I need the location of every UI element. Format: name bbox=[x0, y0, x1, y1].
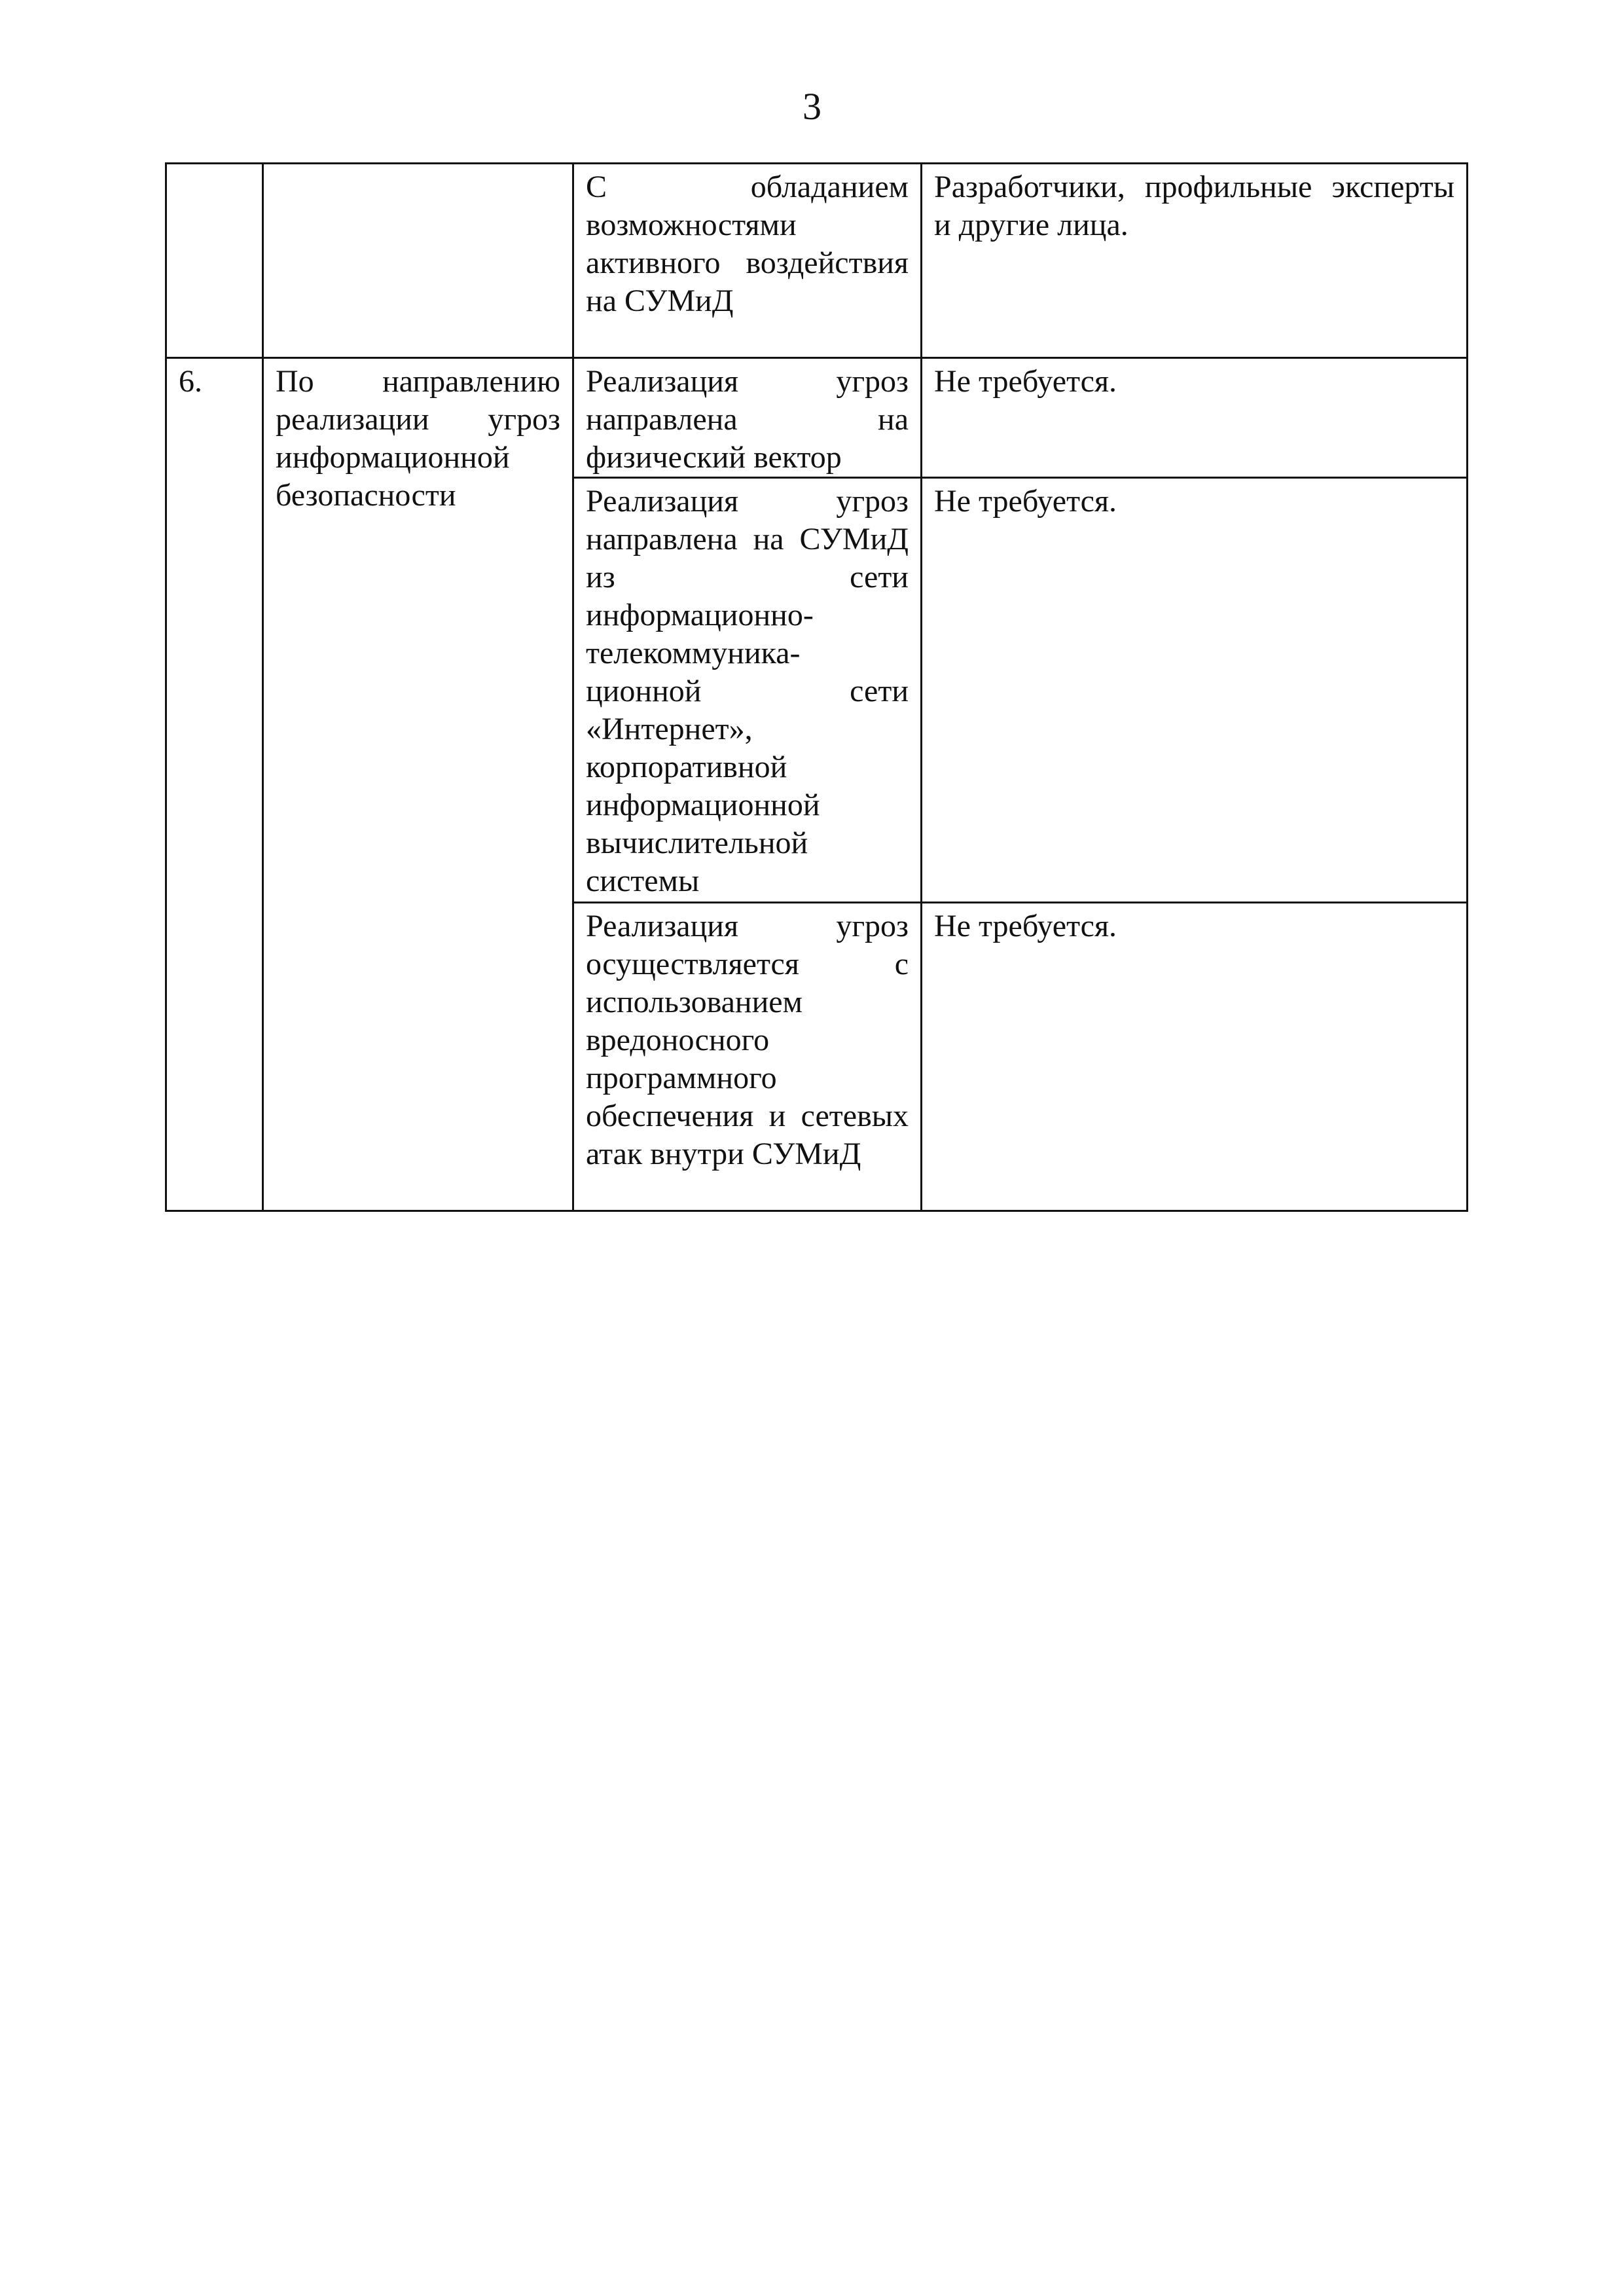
threat-classification-table bbox=[165, 162, 1468, 1212]
page-number: 3 bbox=[803, 85, 821, 128]
criterion-cell: Реализация угроз направлена на физический вектор bbox=[573, 358, 922, 478]
table-row bbox=[166, 164, 1468, 358]
table-row bbox=[166, 358, 1468, 478]
criterion-cell: Реализация угроз направлена на СУМиД из сети информационно-телекоммуника-ционной сети «Интернет», корпоративной информационной вычислительной системы bbox=[573, 478, 922, 903]
requirement-cell: Не требуется. bbox=[922, 478, 1468, 903]
category-cell bbox=[263, 164, 573, 358]
row-number-cell bbox=[166, 164, 263, 358]
row-number-cell: 6. bbox=[166, 358, 263, 1211]
requirement-cell: Не требуется. bbox=[922, 903, 1468, 1211]
category-cell: По направлению реализации угроз информационной безопасности bbox=[263, 358, 573, 1211]
criterion-cell: Реализация угроз осуществляется с использованием вредоносного программного обеспечения и сетевых атак внутри СУМиД bbox=[573, 903, 922, 1211]
requirement-cell: Не требуется. bbox=[922, 358, 1468, 478]
requirement-cell: Разработчики, профильные эксперты и другие лица. bbox=[922, 164, 1468, 358]
criterion-cell: С обладанием возможностями активного воздействия на СУМиД bbox=[573, 164, 922, 358]
